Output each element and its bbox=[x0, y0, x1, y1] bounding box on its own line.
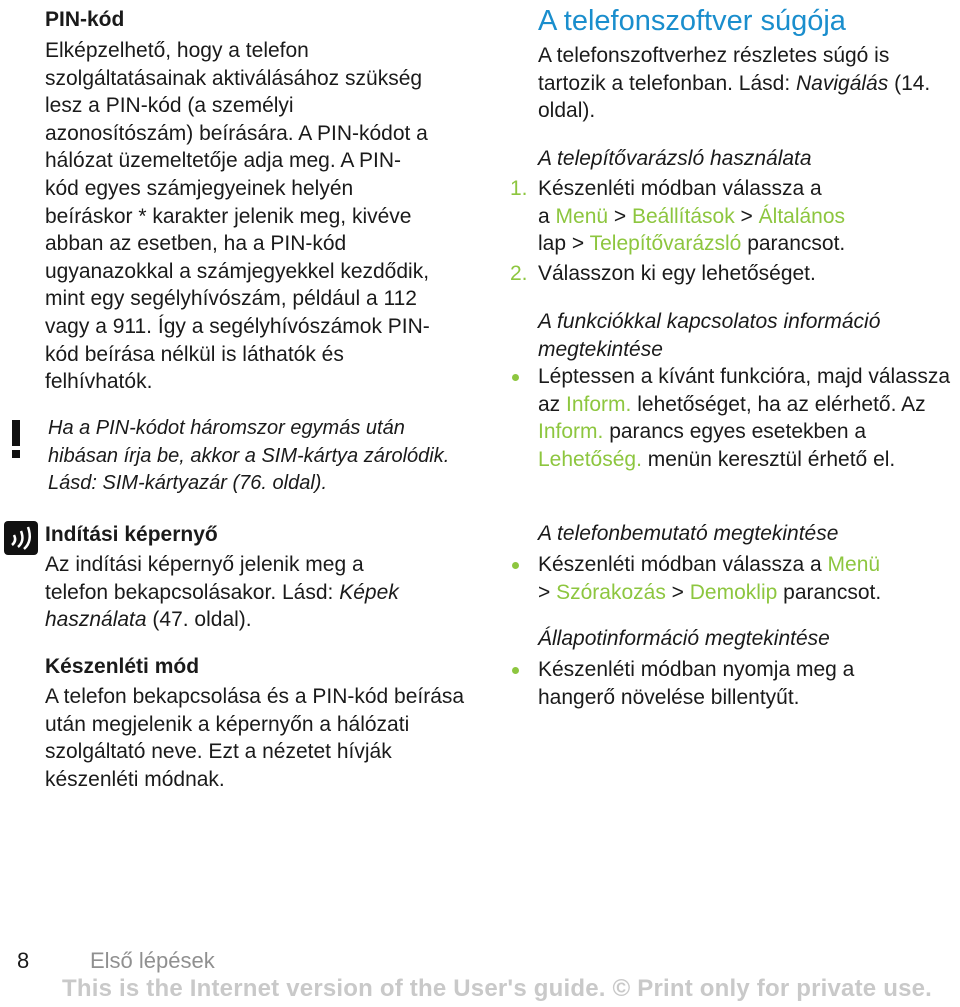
general-link[interactable]: Általános bbox=[758, 204, 846, 228]
page-number: 8 bbox=[17, 948, 30, 973]
options-link[interactable]: Lehetőség. bbox=[538, 447, 642, 471]
standby-heading: Készenléti mód bbox=[45, 655, 200, 678]
info-bullet: Léptessen a kívánt funkcióra, majd válassza az Inform. lehetőséget, ha az elérhető. Az Inform. parancs egyes esetekben a Lehetőség. menün keresztül érhető el. bbox=[538, 363, 953, 473]
inform-link[interactable]: Inform. bbox=[566, 392, 632, 416]
startup-link: Képek használata bbox=[45, 580, 399, 632]
demo-bullet: Készenléti módban válassza a Menü > Szórakozás > Demoklip parancsot. bbox=[538, 551, 953, 606]
wizard-step-2: 2. Válasszon ki egy lehetőséget. bbox=[538, 260, 953, 288]
help-text: A telefonszoftverhez részletes súgó is tartozik a telefonban. Lásd: Navigálás (14. oldal). bbox=[538, 44, 931, 123]
note-icon bbox=[4, 521, 38, 555]
entertainment-link[interactable]: Szórakozás bbox=[556, 580, 666, 604]
settings-link[interactable]: Beállítások bbox=[631, 204, 735, 228]
step-number: 1. bbox=[510, 177, 528, 200]
help-link: Navigálás bbox=[796, 71, 889, 95]
wizard-step-1: 1. Készenléti módban válassza a a Menü > Beállítások > Általános lap > Telepítővarázsló parancsot. bbox=[510, 177, 846, 256]
inform-link-2[interactable]: Inform. bbox=[538, 420, 604, 444]
wizard-heading: A telepítővarázsló használata bbox=[538, 147, 812, 170]
bullet bbox=[512, 562, 519, 569]
startup-text: Az indítási képernyő jelenik meg a telefon bekapcsolásakor. Lásd: Képek használata (47. oldal). bbox=[45, 553, 399, 632]
pin-text: Elképzelhető, hogy a telefon szolgáltatásainak aktiválásához szükség lesz a PIN-kód (a személyi azonosítószám) beírására. A PIN-kódot a hálózat üzemeltetője adja meg. A PIN-kód egyes számjegyeinek helyén beíráskor * karakter jelenik meg, kivéve abban az esetben, ha a PIN-kód ugyanazokkal a számjegyekkel kezdődik, mint egy segélyhívószám, például a 112 vagy a 911. Így a segélyhívószámok PIN-kód beírása nélkül is láthatók és felhívhatók. bbox=[45, 39, 430, 394]
demo-menu-link[interactable]: Menü bbox=[827, 553, 881, 576]
pin-heading: PIN-kód bbox=[45, 8, 125, 31]
menu-link[interactable]: Menü bbox=[555, 204, 609, 228]
exclamation-icon bbox=[10, 420, 22, 458]
status-bullet: Készenléti módban nyomja meg a hangerő növelése billentyűt. bbox=[538, 656, 908, 711]
info-heading: A funkciókkal kapcsolatos információ megtekintése bbox=[538, 310, 881, 361]
warning-text: Ha a PIN-kódot háromszor egymás után hibásan írja be, akkor a SIM-kártya zárolódik. Lásd: SIM-kártyazár (76. oldal). bbox=[48, 417, 450, 494]
bullet bbox=[512, 374, 519, 381]
democlip-link[interactable]: Demoklip bbox=[689, 580, 778, 604]
status-heading: Állapotinformáció megtekintése bbox=[538, 627, 830, 650]
print-notice: This is the Internet version of the User's guide. © Print only for private use. bbox=[62, 975, 933, 1002]
wizard-link[interactable]: Telepítővarázsló bbox=[589, 232, 742, 256]
section-name: Első lépések bbox=[90, 948, 215, 973]
help-title: A telefonszoftver súgója bbox=[538, 5, 846, 37]
bullet bbox=[512, 667, 519, 674]
demo-heading: A telefonbemutató megtekintése bbox=[538, 522, 839, 545]
startup-heading: Indítási képernyő bbox=[45, 523, 218, 546]
step-number: 2. bbox=[510, 262, 528, 285]
standby-text: A telefon bekapcsolása és a PIN-kód beírása után megjelenik a képernyőn a hálózati szolgáltató neve. Ezt a nézetet hívják készenléti módnak. bbox=[45, 685, 465, 791]
